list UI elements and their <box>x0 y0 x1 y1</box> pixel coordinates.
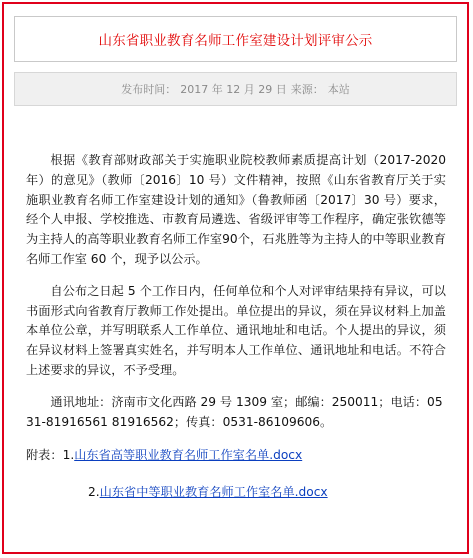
attachment-link-2[interactable]: 山东省中等职业教育名师工作室名单.docx <box>99 485 328 500</box>
publish-date: 2017 年 12 月 29 日 <box>180 83 287 96</box>
attachments-label: 附表： <box>26 448 63 463</box>
source-label: 来源： <box>290 83 324 96</box>
attachment-index-1: 1. <box>62 448 75 463</box>
contact-address: 通讯地址：济南市文化西路 29 号 1309 室；邮编：250011；电话：0531-81916561 81916562；传真：0531-86109606。 <box>26 394 443 429</box>
page-frame <box>2 2 469 554</box>
meta-bar <box>14 72 457 106</box>
attachment-row-2 <box>26 483 446 503</box>
attachment-row-1 <box>26 446 446 466</box>
article-body <box>26 151 446 503</box>
paragraph-2: 自公布之日起 5 个工作日内，任何单位和个人对评审结果持有异议，可以书面形式向省教育厅教师工作处提出。单位提出的异议，须在异议材料上加盖本单位公章，并写明联系人工作单位、通讯地址和电话。个人提出的异议，须在异议材料上签署真实姓名，并写明本人工作单位、通讯地址和电话。不符合上述要求的异议，不予受理。 <box>26 283 446 377</box>
page-title: 山东省职业教育名师工作室建设计划评审公示 <box>98 33 373 49</box>
source-value: 本站 <box>327 83 350 96</box>
attachment-link-1[interactable]: 山东省高等职业教育名师工作室名单.docx <box>74 448 303 463</box>
attachment-index-2: 2. <box>88 485 100 500</box>
publish-date-label: 发布时间： <box>121 83 177 96</box>
paragraph-1: 根据《教育部财政部关于实施职业院校教师素质提高计划（2017-2020 年）的意见》（教师〔2016〕10 号）文件精神，按照《山东省教育厅关于实施职业教育名师工作室建设计划的通知》（鲁教师函〔2017〕30 号）要求，经个人申报、学校推选、市教育局遴选、省级评审等工作程序，确定张钦德等为主持人的高等职业教育名师工作室90个，石兆胜等为主持人的中等职业教育名师工作室 60 个，现予以公示。 <box>26 153 446 266</box>
title-bar <box>14 16 457 62</box>
